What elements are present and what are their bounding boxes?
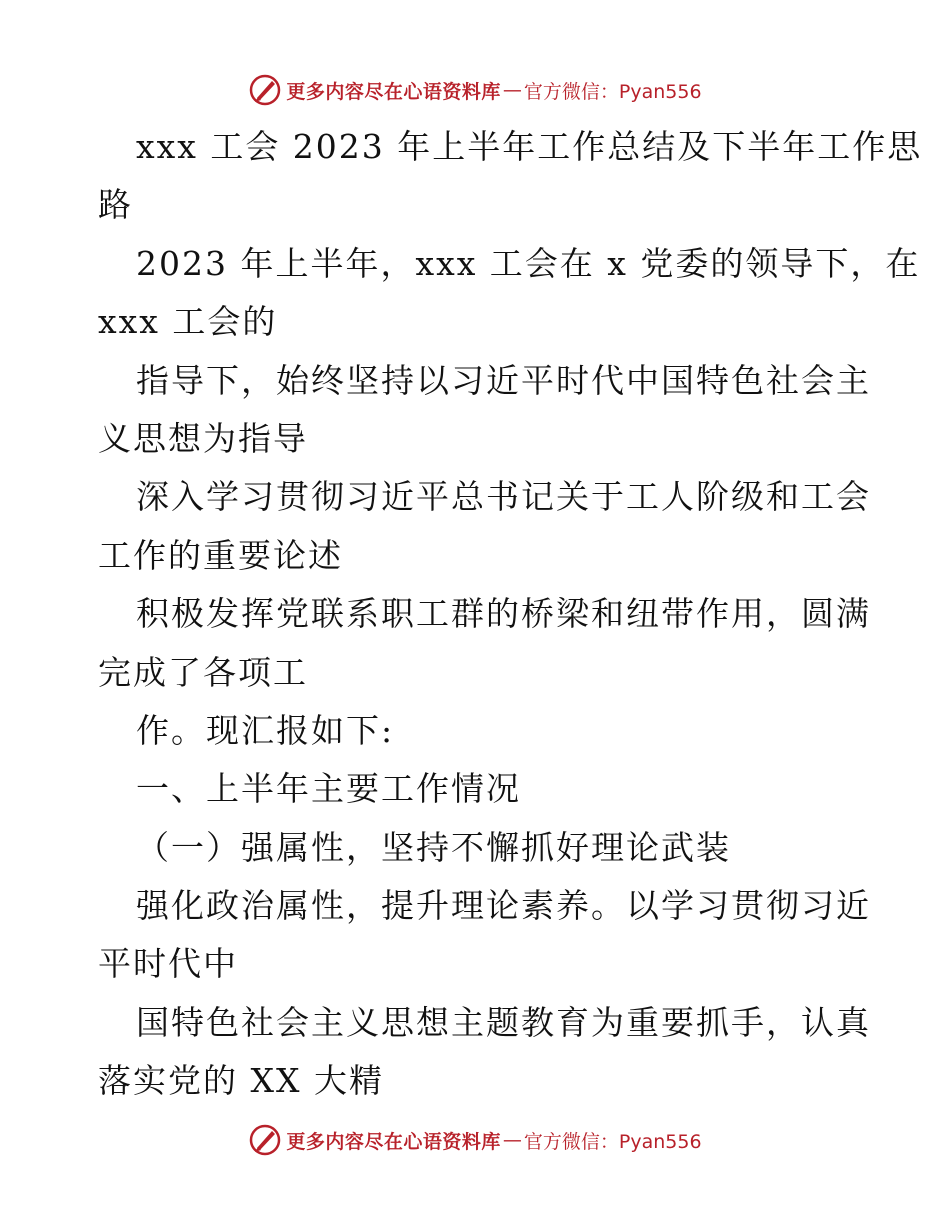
watermark-wechat: 官方微信：Pyan556 (523, 1130, 702, 1153)
paragraph-line: 积极发挥党联系职工群的桥梁和纽带作用，圆满 (136, 594, 871, 634)
paragraph-line: 国特色社会主义思想主题教育为重要抓手，认真 (136, 1002, 871, 1042)
document-body (98, 118, 923, 1111)
watermark-separator: — (502, 79, 522, 101)
footer-watermark (0, 1120, 950, 1160)
section-heading: 一、上半年主要工作情况 (136, 769, 521, 809)
paragraph-line: 2023 年上半年，xxx 工会在 x 党委的领导下，在 (136, 243, 921, 283)
paragraph-line: 指导下，始终坚持以习近平时代中国特色社会主 (136, 360, 871, 400)
watermark-wechat: 官方微信：Pyan556 (523, 80, 702, 103)
paragraph-line: 强化政治属性，提升理论素养。以学习贯彻习近 (136, 886, 871, 926)
paragraph-line: 深入学习贯彻习近平总书记关于工人阶级和工会 (136, 477, 871, 517)
watermark-separator: — (502, 1129, 522, 1151)
paragraph-line: 完成了各项工 (98, 652, 308, 692)
subsection-heading: （一）强属性，坚持不懈抓好理论武装 (136, 827, 731, 867)
paragraph-line: 工作的重要论述 (98, 535, 343, 575)
paragraph-line: 作。现汇报如下: (136, 710, 395, 750)
header-watermark (0, 70, 950, 110)
doc-title-line-2: 路 (98, 185, 133, 225)
paragraph-line: 义思想为指导 (98, 418, 308, 458)
watermark-text: 更多内容尽在心语资料库 (286, 1130, 501, 1153)
quill-logo-icon (248, 73, 282, 107)
quill-logo-icon (248, 1123, 282, 1157)
paragraph-line: 落实党的 XX 大精 (98, 1061, 384, 1101)
paragraph-line: 平时代中 (98, 944, 238, 984)
doc-title-line-1: xxx 工会 2023 年上半年工作总结及下半年工作思 (136, 127, 923, 166)
paragraph-line: xxx 工会的 (98, 302, 278, 342)
watermark-text: 更多内容尽在心语资料库 (286, 80, 501, 103)
